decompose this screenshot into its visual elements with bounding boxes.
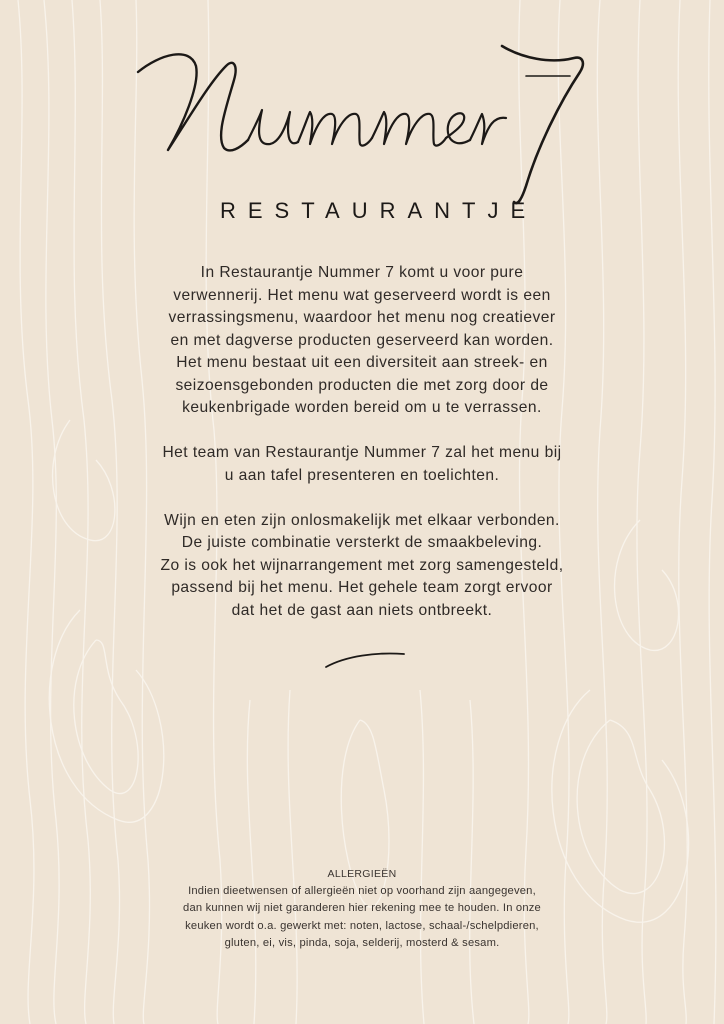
intro-line: De juiste combinatie versterkt de smaakbeleving. bbox=[181, 534, 543, 551]
restaurant-logo bbox=[130, 36, 600, 223]
logo-subtitle: RESTAURANTJE bbox=[220, 198, 538, 223]
intro-line: passend bij het menu. Het gehele team zorgt ervoor bbox=[171, 579, 553, 596]
intro-text bbox=[112, 262, 612, 645]
intro-line: Het team van Restaurantje Nummer 7 zal het menu bij bbox=[162, 444, 562, 461]
allergy-line: Indien dieetwensen of allergieën niet op voorhand zijn aangegeven, bbox=[188, 885, 536, 898]
intro-line: dat het de gast aan niets ontbreekt. bbox=[231, 601, 493, 619]
intro-line: Wijn en eten zijn onlosmakelijk met elkaar verbonden. bbox=[164, 511, 560, 529]
intro-paragraph-1 bbox=[112, 262, 612, 420]
intro-line: Het menu bestaat uit een diversiteit aan streek- en bbox=[176, 354, 548, 371]
allergy-line: dan kunnen wij niet garanderen hier rekening mee te houden. In onze bbox=[183, 902, 541, 915]
intro-line: keukenbrigade worden bereid om u te verrassen. bbox=[182, 399, 542, 416]
intro-line: seizoensgebonden producten die met zorg door de bbox=[175, 376, 549, 394]
intro-line: In Restaurantje Nummer 7 komt u voor pure bbox=[200, 264, 524, 281]
intro-paragraph-2 bbox=[112, 442, 612, 487]
intro-line: verwennerij. Het menu wat geserveerd wordt is een bbox=[173, 286, 551, 304]
allergy-heading: ALLERGIEËN bbox=[327, 868, 397, 880]
intro-line: Zo is ook het wijnarrangement met zorg samengesteld, bbox=[160, 556, 564, 574]
intro-line: verrassingsmenu, waardoor het menu nog creatiever bbox=[168, 309, 556, 326]
intro-line: u aan tafel presenteren en toelichten. bbox=[224, 466, 500, 484]
intro-line: en met dagverse producten geserveerd kan worden. bbox=[170, 331, 554, 349]
allergy-line: gluten, ei, vis, pinda, soja, selderij, mosterd & sesam. bbox=[224, 936, 500, 949]
intro-paragraph-3 bbox=[112, 510, 612, 623]
decorative-swash bbox=[322, 648, 408, 670]
logo-script-nummer-7 bbox=[130, 36, 600, 211]
allergy-line: keuken wordt o.a. gewerkt met: noten, lactose, schaal-/schelpdieren, bbox=[185, 919, 539, 932]
allergy-notice bbox=[132, 866, 592, 952]
